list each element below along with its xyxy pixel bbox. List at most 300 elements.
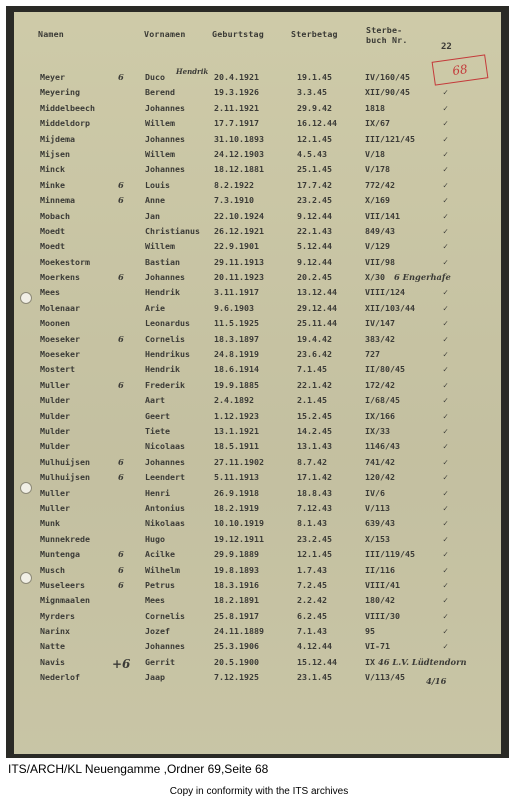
- cell-death-date: 1.7.43: [297, 564, 327, 575]
- cell-first-name: Frederik: [145, 379, 185, 390]
- cell-first-name: Johannes: [145, 164, 185, 175]
- handwritten-mark: 6: [118, 579, 124, 590]
- table-row: [14, 285, 501, 300]
- cell-birth-date: 24.12.1903: [214, 148, 264, 159]
- cell-birth-date: 18.2.1891: [214, 595, 259, 606]
- cell-death-date: 17.1.42: [297, 472, 332, 483]
- table-row: [14, 162, 501, 177]
- cell-first-name: Johannes: [145, 641, 185, 652]
- check-tick-icon: ✓: [443, 379, 448, 390]
- cell-death-register-no: 180/42: [365, 595, 395, 606]
- table-row: [14, 593, 501, 608]
- cell-surname: Narinx: [40, 626, 70, 637]
- cell-death-register-no: V/18: [365, 148, 385, 159]
- cell-first-name: Willem: [145, 118, 175, 129]
- cell-death-date: 16.12.44: [297, 118, 337, 129]
- table-row: [14, 639, 501, 654]
- check-tick-icon: ✓: [443, 626, 448, 637]
- cell-death-register-no: IX/33: [365, 425, 390, 436]
- cell-first-name: Louis: [145, 179, 170, 190]
- cell-surname: Molenaar: [40, 302, 80, 313]
- cell-death-date: 8.7.42: [297, 456, 327, 467]
- cell-death-date: 4.12.44: [297, 641, 332, 652]
- cell-birth-date: 22.9.1901: [214, 241, 259, 252]
- cell-birth-date: 20.5.1900: [214, 656, 259, 667]
- cell-birth-date: 7.3.1910: [214, 195, 254, 206]
- cell-surname: Minnema: [40, 195, 75, 206]
- cell-surname: Mulder: [40, 395, 70, 406]
- table-row: [14, 501, 501, 516]
- cell-birth-date: 18.12.1881: [214, 164, 264, 175]
- copy-notice: Copy in conformity with the ITS archives: [169, 786, 349, 797]
- cell-first-name: Johannes: [145, 133, 185, 144]
- cell-death-date: 8.1.43: [297, 518, 327, 529]
- check-tick-icon: ✓: [443, 641, 448, 652]
- cell-birth-date: 26.12.1921: [214, 225, 264, 236]
- cell-birth-date: 3.11.1917: [214, 287, 259, 298]
- cell-death-register-no: IV/6: [365, 487, 385, 498]
- cell-surname: Munk: [40, 518, 60, 529]
- cell-first-name: Gerrit: [145, 656, 175, 667]
- table-row: [14, 455, 501, 470]
- cell-death-register-no: XII/90/45: [365, 87, 410, 98]
- cell-death-register-no: 639/43: [365, 518, 395, 529]
- cell-death-date: 25.1.45: [297, 164, 332, 175]
- check-tick-icon: ✓: [443, 364, 448, 375]
- cell-first-name: Aart: [145, 395, 165, 406]
- handwritten-mark: 6: [118, 333, 124, 344]
- cell-first-name: Berend: [145, 87, 175, 98]
- cell-first-name: Mees: [145, 595, 165, 606]
- cell-first-name: Hendrik: [145, 364, 180, 375]
- cell-death-date: 12.1.45: [297, 133, 332, 144]
- cell-death-date: 29.12.44: [297, 302, 337, 313]
- table-row: [14, 424, 501, 439]
- cell-death-register-no: 741/42: [365, 456, 395, 467]
- header-birth: Geburtstag: [212, 29, 264, 39]
- check-tick-icon: ✓: [443, 87, 448, 98]
- handwritten-note: Hendrik: [176, 67, 209, 76]
- cell-surname: Muller: [40, 487, 70, 498]
- table-row: [14, 224, 501, 239]
- cell-surname: Mees: [40, 287, 60, 298]
- cell-surname: Musch: [40, 564, 65, 575]
- cell-birth-date: 11.5.1925: [214, 318, 259, 329]
- cell-birth-date: 18.3.1916: [214, 579, 259, 590]
- check-tick-icon: ✓: [443, 241, 448, 252]
- cell-death-date: 9.12.44: [297, 210, 332, 221]
- cell-first-name: Geert: [145, 410, 170, 421]
- check-tick-icon: ✓: [443, 487, 448, 498]
- check-tick-icon: ✓: [443, 256, 448, 267]
- cell-surname: Meyer: [40, 72, 65, 82]
- cell-surname: Moeseker: [40, 349, 80, 360]
- cell-surname: Nederlof: [40, 672, 80, 683]
- handwritten-note: 4/16: [426, 676, 447, 687]
- cell-first-name: Hugo: [145, 533, 165, 544]
- check-tick-icon: ✓: [443, 148, 448, 159]
- table-row: [14, 486, 501, 501]
- check-tick-icon: ✓: [443, 133, 448, 144]
- cell-death-register-no: 383/42: [365, 333, 395, 344]
- cell-death-date: 9.12.44: [297, 256, 332, 267]
- cell-death-date: 20.2.45: [297, 272, 332, 283]
- cell-first-name: Arie: [145, 302, 165, 313]
- table-row: [14, 332, 501, 347]
- cell-first-name: Henri: [145, 487, 170, 498]
- cell-birth-date: 18.5.1911: [214, 441, 259, 452]
- cell-surname: Mulder: [40, 410, 70, 421]
- check-tick-icon: ✓: [443, 302, 448, 313]
- handwritten-mark: 6: [118, 72, 124, 82]
- cell-death-register-no: VI-71: [365, 641, 390, 652]
- table-row: [14, 85, 501, 100]
- cell-surname: Muntenga: [40, 549, 80, 560]
- table-row: [14, 347, 501, 362]
- check-tick-icon: ✓: [443, 472, 448, 483]
- cell-first-name: Duco: [145, 72, 165, 82]
- handwritten-mark: 6: [118, 195, 124, 206]
- cell-birth-date: 25.3.1906: [214, 641, 259, 652]
- check-tick-icon: ✓: [443, 179, 448, 190]
- cell-birth-date: 22.10.1924: [214, 210, 264, 221]
- cell-first-name: Wilhelm: [145, 564, 180, 575]
- check-tick-icon: ✓: [443, 595, 448, 606]
- cell-death-register-no: II/80/45: [365, 364, 405, 375]
- table-row: [14, 532, 501, 547]
- cell-death-register-no: V/178: [365, 164, 390, 175]
- cell-first-name: Nicolaas: [145, 441, 185, 452]
- cell-surname: Navis: [40, 656, 65, 667]
- table-row: [14, 409, 501, 424]
- table-row: [14, 670, 501, 685]
- cell-death-register-no: IX/166: [365, 410, 395, 421]
- header-name: Namen: [38, 29, 64, 39]
- cell-death-date: 7.1.45: [297, 364, 327, 375]
- cell-death-date: 23.1.45: [297, 672, 332, 683]
- handwritten-note: 6 Engerhafe: [394, 272, 451, 283]
- cell-first-name: Jozef: [145, 626, 170, 637]
- cell-surname: Middeldorp: [40, 118, 90, 129]
- table-row: [14, 316, 501, 331]
- table-row: [14, 362, 501, 377]
- cell-death-register-no: I/68/45: [365, 395, 400, 406]
- header-first-name: Vornamen: [144, 29, 186, 39]
- cell-death-date: 17.7.42: [297, 179, 332, 190]
- table-row: [14, 378, 501, 393]
- check-tick-icon: ✓: [443, 164, 448, 175]
- cell-surname: Minke: [40, 179, 65, 190]
- cell-death-register-no: III/121/45: [365, 133, 415, 144]
- cell-first-name: Willem: [145, 241, 175, 252]
- check-tick-icon: ✓: [443, 579, 448, 590]
- cell-death-date: 18.8.43: [297, 487, 332, 498]
- cell-first-name: Leendert: [145, 472, 185, 483]
- cell-surname: Natte: [40, 641, 65, 652]
- cell-birth-date: 1.12.1923: [214, 410, 259, 421]
- cell-birth-date: 2.11.1921: [214, 102, 259, 113]
- table-row: [14, 178, 501, 193]
- cell-death-register-no: IV/147: [365, 318, 395, 329]
- cell-death-register-no: V/113/45: [365, 672, 405, 683]
- cell-death-register-no: X/153: [365, 533, 390, 544]
- check-tick-icon: ✓: [443, 318, 448, 329]
- check-tick-icon: ✓: [443, 333, 448, 344]
- cell-death-date: 12.1.45: [297, 549, 332, 560]
- cell-birth-date: 19.3.1926: [214, 87, 259, 98]
- cell-surname: Mobach: [40, 210, 70, 221]
- cell-surname: Mostert: [40, 364, 75, 375]
- cell-death-register-no: III/119/45: [365, 549, 415, 560]
- cell-first-name: Johannes: [145, 102, 185, 113]
- check-tick-icon: ✓: [443, 518, 448, 529]
- cell-death-register-no: X/30: [365, 272, 385, 283]
- cell-death-date: 7.2.45: [297, 579, 327, 590]
- check-tick-icon: ✓: [443, 225, 448, 236]
- check-tick-icon: ✓: [443, 395, 448, 406]
- table-row: [14, 609, 501, 624]
- table-row: [14, 301, 501, 316]
- check-tick-icon: ✓: [443, 456, 448, 467]
- cell-surname: Muller: [40, 379, 70, 390]
- cell-birth-date: 17.7.1917: [214, 118, 259, 129]
- handwritten-mark: 6: [118, 472, 124, 483]
- cell-death-date: 22.1.42: [297, 379, 332, 390]
- cell-surname: Mulhuijsen: [40, 456, 90, 467]
- cell-death-register-no: V/129: [365, 241, 390, 252]
- cell-surname: Moeseker: [40, 333, 80, 344]
- cell-surname: Mulder: [40, 425, 70, 436]
- cell-first-name: Jan: [145, 210, 160, 221]
- cell-first-name: Willem: [145, 148, 175, 159]
- table-row: [14, 547, 501, 562]
- document-page: [14, 12, 501, 754]
- table-row: [14, 239, 501, 254]
- cell-surname: Moedt: [40, 241, 65, 252]
- check-tick-icon: ✓: [443, 549, 448, 560]
- cell-birth-date: 25.8.1917: [214, 610, 259, 621]
- cell-death-date: 19.1.45: [297, 72, 332, 82]
- cell-first-name: Hendrikus: [145, 349, 190, 360]
- cell-surname: Moerkens: [40, 272, 80, 283]
- handwritten-mark: 6: [118, 179, 124, 190]
- cell-first-name: Anne: [145, 195, 165, 206]
- cell-first-name: Nikolaas: [145, 518, 185, 529]
- cell-birth-date: 13.1.1921: [214, 425, 259, 436]
- cell-birth-date: 18.6.1914: [214, 364, 259, 375]
- table-row: [14, 578, 501, 593]
- cell-first-name: Petrus: [145, 579, 175, 590]
- cell-death-date: 29.9.42: [297, 102, 332, 113]
- cell-death-register-no: VII/98: [365, 256, 395, 267]
- cell-surname: Mijsen: [40, 148, 70, 159]
- table-row: [14, 624, 501, 639]
- cell-birth-date: 29.11.1913: [214, 256, 264, 267]
- cell-death-register-no: VII/141: [365, 210, 400, 221]
- cell-birth-date: 5.11.1913: [214, 472, 259, 483]
- cell-death-register-no: 727: [365, 349, 380, 360]
- cell-death-date: 14.2.45: [297, 425, 332, 436]
- cell-birth-date: 19.8.1893: [214, 564, 259, 575]
- cell-death-register-no: VIII/124: [365, 287, 405, 298]
- header-death: Sterbetag: [291, 29, 338, 39]
- header-book-line2: buch Nr.: [366, 35, 408, 45]
- cell-surname: Moonen: [40, 318, 70, 329]
- cell-surname: Moedt: [40, 225, 65, 236]
- header-book-line1: Sterbe-: [366, 25, 403, 35]
- cell-death-date: 25.11.44: [297, 318, 337, 329]
- table-row: [14, 470, 501, 485]
- page-number: 22: [441, 42, 452, 52]
- register-table: [14, 67, 501, 687]
- table-row: [14, 516, 501, 531]
- cell-death-register-no: XII/103/44: [365, 302, 415, 313]
- cell-birth-date: 10.10.1919: [214, 518, 264, 529]
- check-tick-icon: ✓: [443, 210, 448, 221]
- cell-birth-date: 27.11.1902: [214, 456, 264, 467]
- cell-first-name: Christianus: [145, 225, 200, 236]
- check-tick-icon: ✓: [443, 441, 448, 452]
- table-row: [14, 132, 501, 147]
- table-row: [14, 255, 501, 270]
- cell-first-name: Bastian: [145, 256, 180, 267]
- cell-death-date: 2.2.42: [297, 595, 327, 606]
- cell-death-date: 3.3.45: [297, 87, 327, 98]
- cell-surname: Middelbeech: [40, 102, 95, 113]
- cell-birth-date: 24.8.1919: [214, 349, 259, 360]
- cell-death-register-no: 95: [365, 626, 375, 637]
- cell-surname: Myrders: [40, 610, 75, 621]
- red-page-stamp: 68: [432, 54, 489, 85]
- handwritten-mark: +6: [112, 656, 131, 671]
- cell-death-register-no: 1146/43: [365, 441, 400, 452]
- cell-death-date: 15.12.44: [297, 656, 337, 667]
- check-tick-icon: ✓: [443, 349, 448, 360]
- cell-birth-date: 26.9.1918: [214, 487, 259, 498]
- cell-birth-date: 8.2.1922: [214, 179, 254, 190]
- cell-death-register-no: 1818: [365, 102, 385, 113]
- cell-surname: Mulder: [40, 441, 70, 452]
- cell-death-register-no: X/169: [365, 195, 390, 206]
- cell-surname: Museleers: [40, 579, 85, 590]
- cell-first-name: Cornelis: [145, 333, 185, 344]
- table-row: [14, 101, 501, 116]
- table-row: [14, 67, 501, 85]
- cell-death-date: 23.6.42: [297, 349, 332, 360]
- table-row: [14, 193, 501, 208]
- table-row: [14, 147, 501, 162]
- cell-death-register-no: VIII/30: [365, 610, 400, 621]
- cell-death-register-no: 849/43: [365, 225, 395, 236]
- cell-first-name: Johannes: [145, 456, 185, 467]
- cell-birth-date: 18.2.1919: [214, 502, 259, 513]
- cell-first-name: Hendrik: [145, 287, 180, 298]
- check-tick-icon: ✓: [443, 410, 448, 421]
- cell-first-name: Johannes: [145, 272, 185, 283]
- check-tick-icon: ✓: [443, 564, 448, 575]
- table-row: [14, 563, 501, 578]
- cell-death-date: 22.1.43: [297, 225, 332, 236]
- cell-death-date: 6.2.45: [297, 610, 327, 621]
- cell-death-register-no: V/113: [365, 502, 390, 513]
- cell-birth-date: 19.9.1885: [214, 379, 259, 390]
- cell-death-date: 23.2.45: [297, 533, 332, 544]
- cell-death-register-no: 172/42: [365, 379, 395, 390]
- cell-death-date: 15.2.45: [297, 410, 332, 421]
- cell-death-register-no: IV/160/45: [365, 72, 410, 82]
- cell-surname: Muller: [40, 502, 70, 513]
- cell-birth-date: 18.3.1897: [214, 333, 259, 344]
- cell-birth-date: 20.11.1923: [214, 272, 264, 283]
- handwritten-mark: 6: [118, 272, 124, 283]
- cell-birth-date: 2.4.1892: [214, 395, 254, 406]
- cell-first-name: Cornelis: [145, 610, 185, 621]
- cell-death-date: 5.12.44: [297, 241, 332, 252]
- cell-birth-date: 31.10.1893: [214, 133, 264, 144]
- check-tick-icon: ✓: [443, 425, 448, 436]
- cell-death-date: 2.1.45: [297, 395, 327, 406]
- archive-caption: ITS/ARCH/KL Neuengamme ,Ordner 69,Seite 68: [8, 762, 269, 776]
- check-tick-icon: ✓: [443, 610, 448, 621]
- cell-death-register-no: VIII/41: [365, 579, 400, 590]
- cell-death-register-no: IX/67: [365, 118, 390, 129]
- table-row: [14, 439, 501, 454]
- check-tick-icon: ✓: [443, 118, 448, 129]
- handwritten-mark: 6: [118, 456, 124, 467]
- table-row: [14, 209, 501, 224]
- check-tick-icon: ✓: [443, 195, 448, 206]
- cell-surname: Meyering: [40, 87, 80, 98]
- check-tick-icon: ✓: [443, 502, 448, 513]
- table-row: [14, 655, 501, 670]
- cell-death-date: 13.1.43: [297, 441, 332, 452]
- table-row: [14, 270, 501, 285]
- cell-surname: Mijdema: [40, 133, 75, 144]
- cell-birth-date: 20.4.1921: [214, 72, 259, 82]
- cell-birth-date: 29.9.1889: [214, 549, 259, 560]
- check-tick-icon: ✓: [443, 102, 448, 113]
- handwritten-mark: 6: [118, 549, 124, 560]
- cell-surname: Moekestorm: [40, 256, 90, 267]
- handwritten-mark: 6: [118, 379, 124, 390]
- cell-death-date: 23.2.45: [297, 195, 332, 206]
- cell-birth-date: 7.12.1925: [214, 672, 259, 683]
- handwritten-mark: 6: [118, 564, 124, 575]
- check-tick-icon: ✓: [443, 533, 448, 544]
- table-row: [14, 393, 501, 408]
- cell-first-name: Acilke: [145, 549, 175, 560]
- cell-death-date: 19.4.42: [297, 333, 332, 344]
- cell-birth-date: 24.11.1889: [214, 626, 264, 637]
- check-tick-icon: ✓: [443, 287, 448, 298]
- cell-birth-date: 19.12.1911: [214, 533, 264, 544]
- cell-birth-date: 9.6.1903: [214, 302, 254, 313]
- cell-death-register-no: II/116: [365, 564, 395, 575]
- cell-first-name: Jaap: [145, 672, 165, 683]
- table-row: [14, 116, 501, 131]
- cell-death-register-no: 120/42: [365, 472, 395, 483]
- cell-first-name: Tiete: [145, 425, 170, 436]
- cell-first-name: Leonardus: [145, 318, 190, 329]
- cell-surname: Munnekrede: [40, 533, 90, 544]
- handwritten-note: 46 L.V. Lüdtendorn: [378, 656, 467, 667]
- cell-death-date: 7.1.43: [297, 626, 327, 637]
- cell-death-register-no: 772/42: [365, 179, 395, 190]
- cell-death-date: 13.12.44: [297, 287, 337, 298]
- cell-death-register-no: IX: [365, 656, 375, 667]
- cell-surname: Mignmaalen: [40, 595, 90, 606]
- cell-first-name: Antonius: [145, 502, 185, 513]
